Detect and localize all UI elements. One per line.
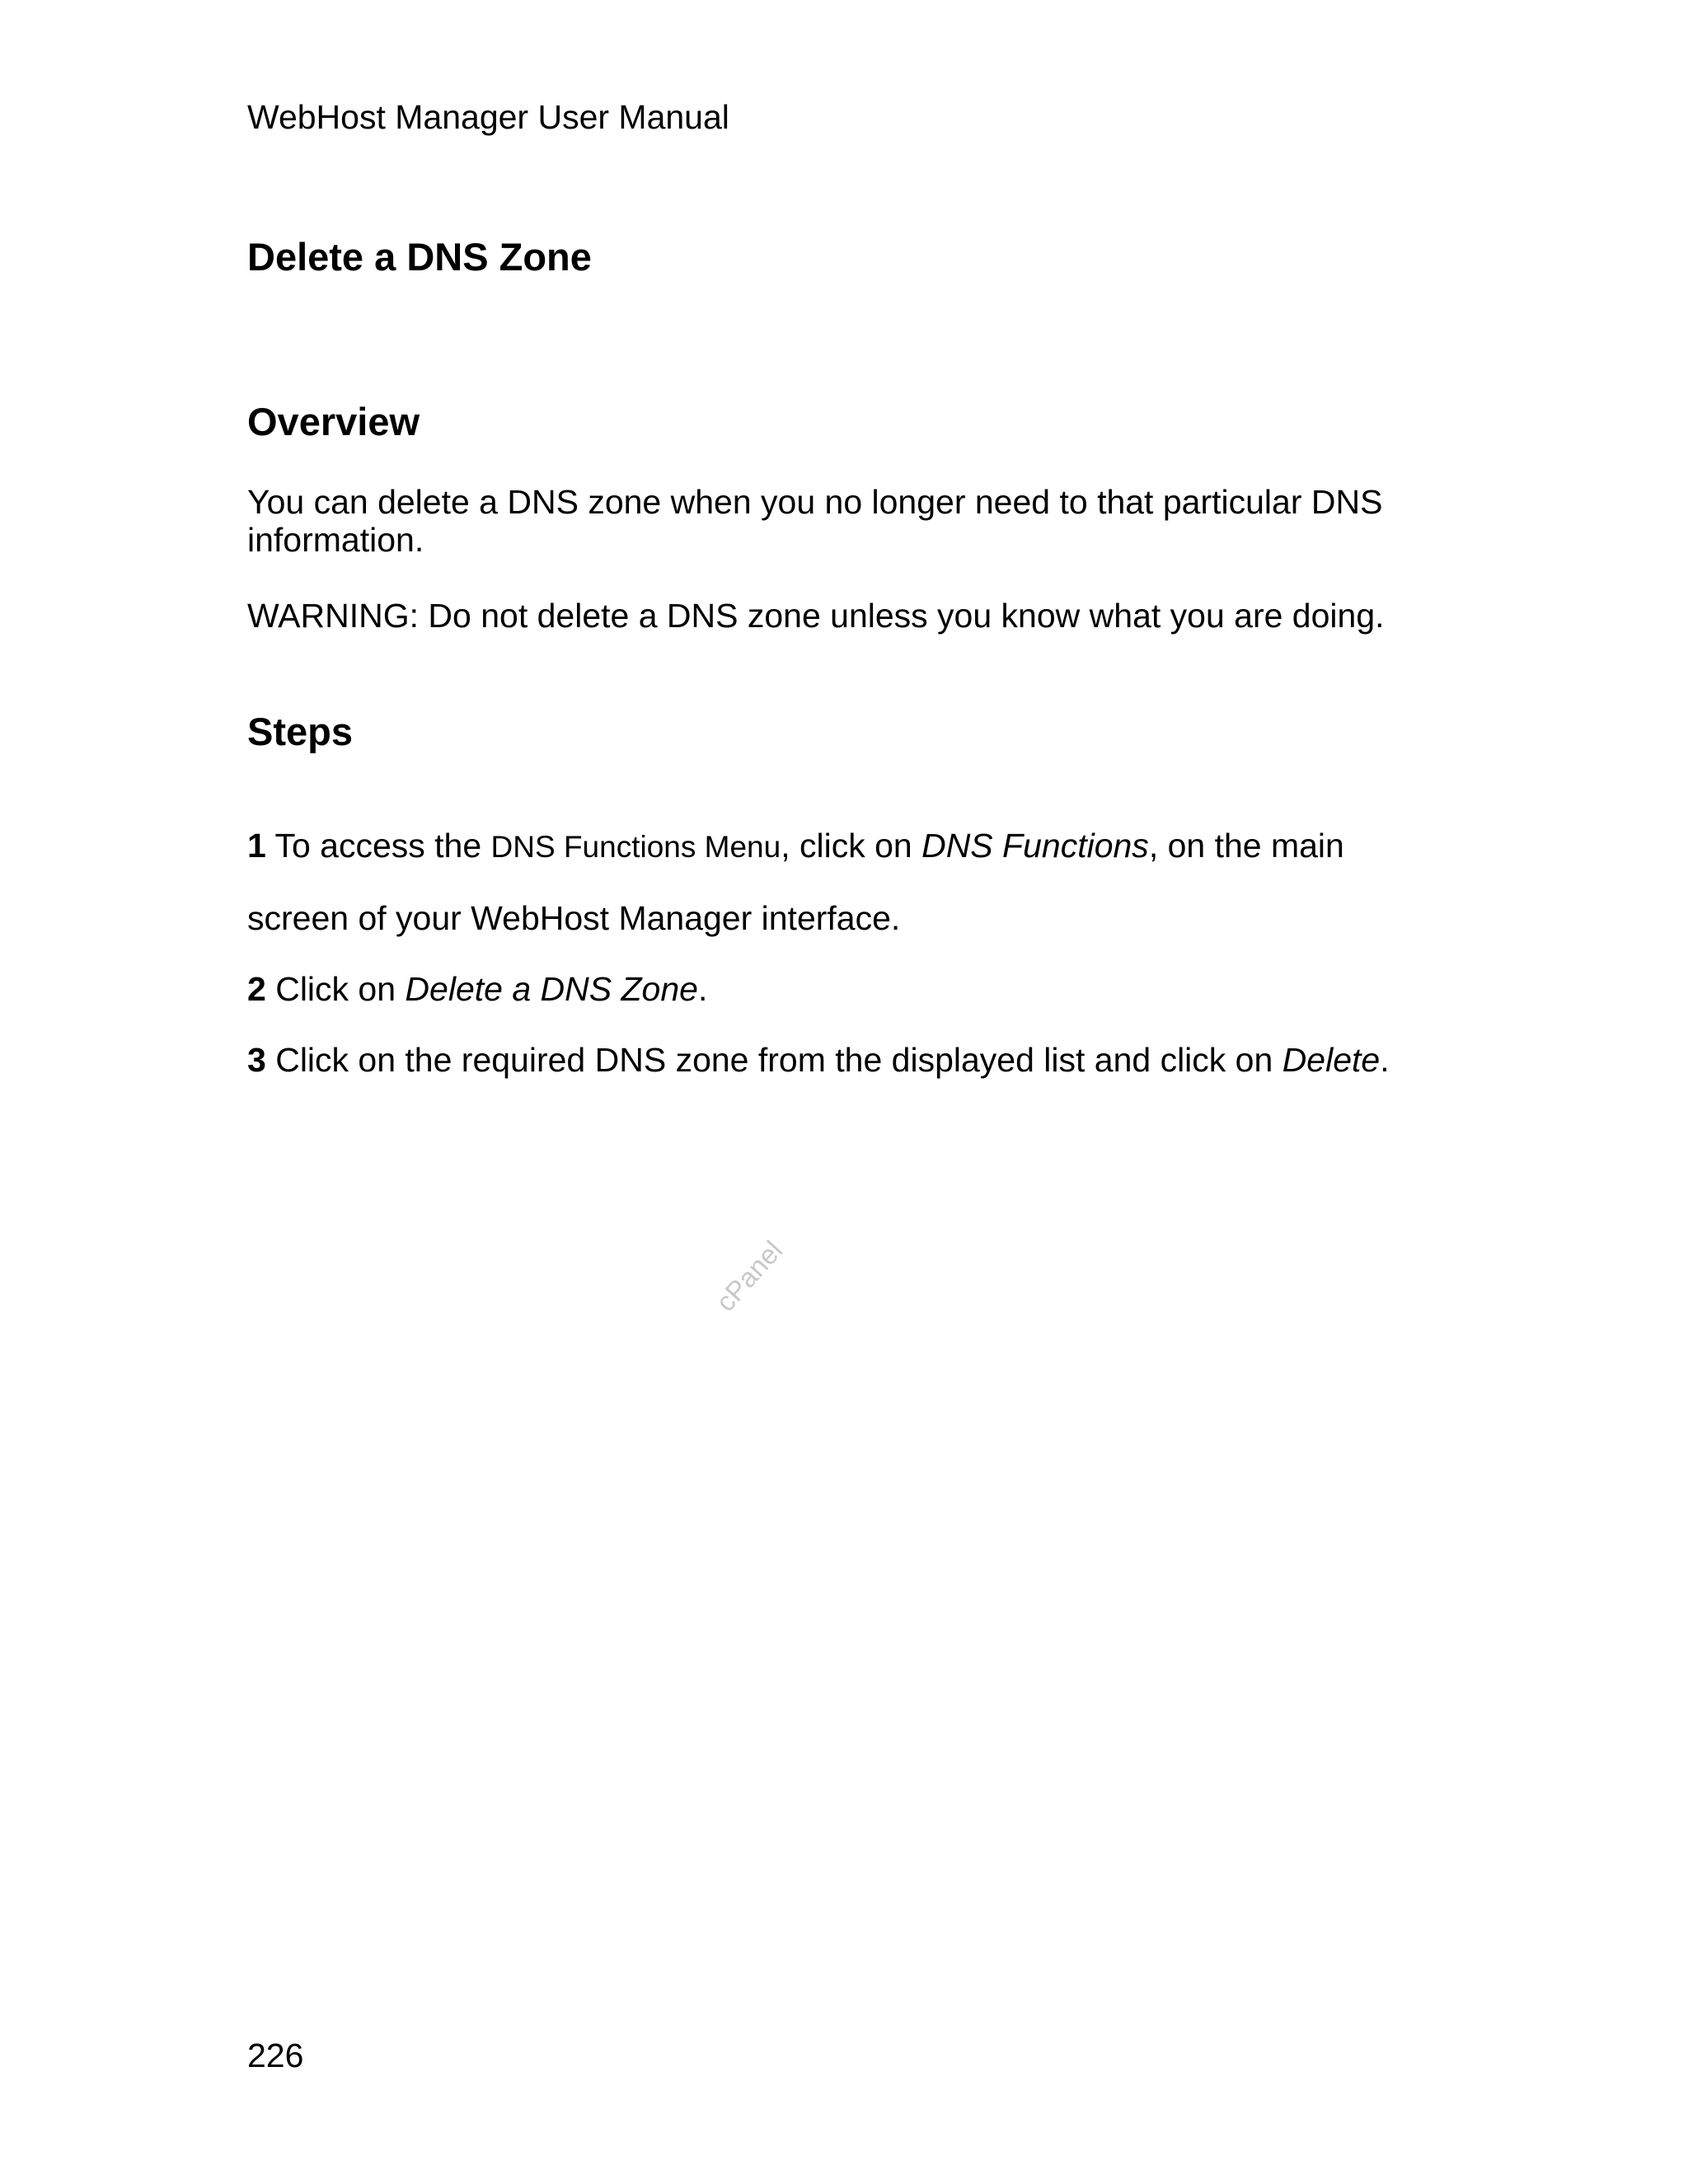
step-number: 3 xyxy=(247,1041,266,1079)
step-1 xyxy=(247,826,1344,867)
step-3 xyxy=(247,1040,1390,1080)
delete-reference: Delete xyxy=(1282,1041,1381,1079)
step-number: 1 xyxy=(247,827,266,865)
menu-reference: DNS Functions Menu xyxy=(490,830,781,864)
page-title: Delete a DNS Zone xyxy=(247,235,592,279)
cpanel-watermark: cPanel xyxy=(710,1235,789,1318)
step-text: , on the main xyxy=(1148,827,1344,865)
page-number: 226 xyxy=(247,2036,304,2074)
overview-paragraph: You can delete a DNS zone when you no longer need to that particular DNS information. xyxy=(247,483,1383,559)
step-text: . xyxy=(697,970,708,1008)
step-text: , click on xyxy=(781,827,922,865)
step-1-continuation: screen of your WebHost Manager interface. xyxy=(247,899,901,937)
step-number: 2 xyxy=(247,970,266,1008)
overview-heading: Overview xyxy=(247,400,420,443)
step-text: . xyxy=(1380,1041,1390,1079)
running-header: WebHost Manager User Manual xyxy=(247,98,729,136)
dns-functions-reference: DNS Functions xyxy=(921,827,1149,865)
warning-paragraph: WARNING: Do not delete a DNS zone unless you know what you are doing. xyxy=(247,597,1385,635)
steps-heading: Steps xyxy=(247,710,353,753)
step-text: Click on the required DNS zone from the displayed list and click on xyxy=(265,1041,1282,1079)
step-2 xyxy=(247,969,707,1009)
step-text: Click on xyxy=(265,970,406,1008)
delete-dns-zone-reference: Delete a DNS Zone xyxy=(405,970,698,1008)
step-text: To access the xyxy=(265,827,491,865)
